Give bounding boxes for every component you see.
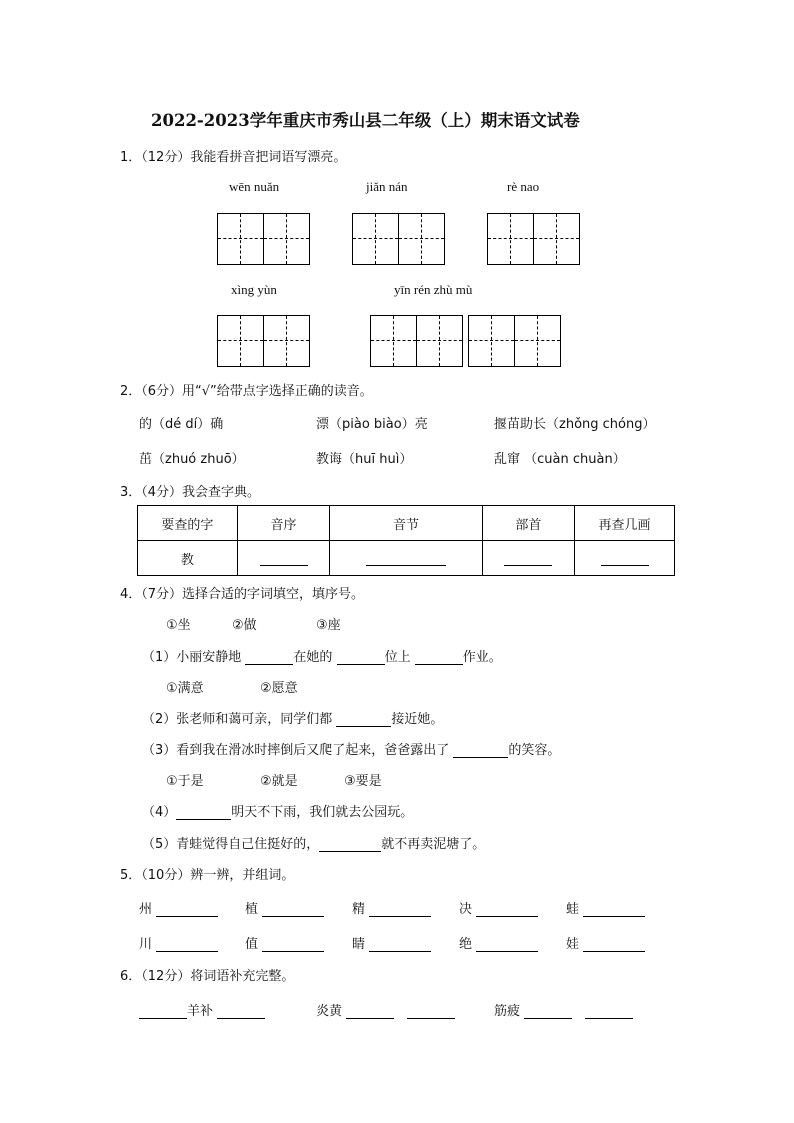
table-row — [138, 541, 675, 576]
pinyin-3: rè nao — [507, 179, 540, 194]
pinyin-4: xìng yùn — [231, 282, 277, 297]
question-3-prompt: 3．（4分）我会查字典。 — [120, 485, 261, 500]
sentence-text: 位上 — [384, 650, 411, 665]
sentence-1 — [142, 646, 502, 665]
sentence-4 — [142, 801, 413, 820]
pronunciation-item[interactable]: 茁（zhuó zhuō） — [139, 452, 245, 467]
table-header: 部首 — [482, 506, 574, 541]
question-6-prompt: 6．（12分）将词语补充完整。 — [120, 969, 295, 984]
question-1-prompt: 1．（12分）我能看拼音把词语写漂亮。 — [120, 150, 347, 165]
writing-grid[interactable] — [217, 315, 310, 367]
word-pair — [566, 898, 645, 917]
table-header: 要查的字 — [138, 506, 238, 541]
answer-blank[interactable] — [583, 938, 645, 952]
sentence-text: （4） — [142, 805, 177, 820]
char: 睛 — [352, 937, 366, 952]
sentence-text: （5）青蛙觉得自己住挺好的， — [142, 837, 320, 852]
table-header: 音序 — [237, 506, 329, 541]
option: ①坐 — [166, 618, 191, 633]
pinyin-1: wēn nuǎn — [229, 179, 280, 194]
answer-blank[interactable] — [156, 938, 218, 952]
sentence-text: 的笑容。 — [508, 743, 561, 758]
answer-blank[interactable] — [245, 651, 293, 665]
char: 川 — [139, 937, 153, 952]
pronunciation-item[interactable]: 的（dé dí）确 — [139, 417, 224, 432]
answer-blank[interactable] — [476, 938, 538, 952]
char: 植 — [245, 902, 259, 917]
sentence-3 — [142, 739, 560, 758]
answer-blank[interactable] — [262, 903, 324, 917]
char: 精 — [352, 902, 366, 917]
dictionary-table — [137, 505, 675, 576]
sentence-text: （1）小丽安静地 — [142, 650, 242, 665]
pronunciation-item[interactable]: 教诲（huī huì） — [316, 452, 413, 467]
idiom-text: 炎黄 — [316, 1004, 343, 1019]
option: ①满意 — [166, 681, 204, 696]
page-title: 2022-2023学年重庆市秀山县二年级（上）期末语文试卷 — [151, 111, 580, 130]
word-pair — [352, 933, 431, 952]
answer-blank[interactable] — [585, 1005, 633, 1019]
writing-grid[interactable] — [370, 315, 463, 367]
sentence-text: （2）张老师和蔼可亲，同学们都 — [142, 712, 333, 727]
answer-blank[interactable] — [337, 651, 385, 665]
answer-blank[interactable] — [366, 552, 446, 566]
writing-grid[interactable] — [217, 213, 310, 265]
option: ③座 — [316, 618, 341, 633]
table-header-row — [138, 506, 675, 541]
char: 州 — [139, 902, 153, 917]
lookup-char: 教 — [138, 541, 238, 576]
word-pair — [459, 898, 538, 917]
option: ①于是 — [166, 774, 204, 789]
pinyin-5: yīn rén zhù mù — [394, 282, 473, 297]
answer-blank[interactable] — [601, 552, 649, 566]
idiom-text: 羊补 — [187, 1004, 214, 1019]
answer-blank[interactable] — [407, 1005, 455, 1019]
table-header: 再查几画 — [575, 506, 675, 541]
word-pair — [139, 898, 218, 917]
writing-grid[interactable] — [468, 315, 561, 367]
question-2-prompt: 2．（6分）用“√”给带点字选择正确的读音。 — [120, 384, 373, 399]
pronunciation-item[interactable]: 揠苗助长（zhǒng chóng） — [494, 417, 656, 432]
writing-grid[interactable] — [487, 213, 580, 265]
answer-blank[interactable] — [319, 838, 381, 852]
sentence-text: （3）看到我在滑冰时摔倒后又爬了起来，爸爸露出了 — [142, 743, 450, 758]
idiom-1 — [139, 1000, 265, 1019]
answer-blank[interactable] — [217, 1005, 265, 1019]
word-pair — [459, 933, 538, 952]
answer-blank[interactable] — [476, 903, 538, 917]
option: ③要是 — [344, 774, 382, 789]
writing-grid[interactable] — [352, 213, 445, 265]
idiom-2 — [316, 1000, 455, 1019]
idiom-3 — [494, 1000, 633, 1019]
word-pair — [566, 933, 645, 952]
answer-blank[interactable] — [369, 938, 431, 952]
sentence-text: 明天不下雨，我们就去公园玩。 — [231, 805, 414, 820]
pronunciation-item[interactable]: 漂（piào biào）亮 — [316, 417, 428, 432]
sentence-2 — [142, 708, 443, 727]
char: 蛙 — [566, 902, 580, 917]
sentence-text: 就不再卖泥塘了。 — [381, 837, 486, 852]
char: 娃 — [566, 937, 580, 952]
word-pair — [245, 898, 324, 917]
answer-blank[interactable] — [176, 806, 231, 820]
idiom-text: 筋疲 — [494, 1004, 521, 1019]
answer-blank[interactable] — [369, 903, 431, 917]
option: ②做 — [232, 618, 257, 633]
answer-blank[interactable] — [583, 903, 645, 917]
answer-blank[interactable] — [415, 651, 463, 665]
word-pair — [245, 933, 324, 952]
option: ②就是 — [260, 774, 298, 789]
sentence-text: 在她的 — [293, 650, 333, 665]
answer-blank[interactable] — [524, 1005, 572, 1019]
pronunciation-item[interactable]: 乱窜 （cuàn chuàn） — [494, 452, 626, 467]
table-header: 音节 — [330, 506, 483, 541]
word-pair — [139, 933, 218, 952]
word-pair — [352, 898, 431, 917]
char: 决 — [459, 902, 473, 917]
answer-blank[interactable] — [262, 938, 324, 952]
pinyin-2: jiǎn nán — [366, 179, 408, 194]
answer-blank[interactable] — [336, 713, 391, 727]
answer-blank[interactable] — [453, 744, 508, 758]
answer-blank[interactable] — [139, 1005, 187, 1019]
char: 值 — [245, 937, 259, 952]
question-4-prompt: 4．（7分）选择合适的字词填空，填序号。 — [120, 587, 365, 602]
question-5-prompt: 5．（10分）辨一辨，并组词。 — [120, 868, 295, 883]
answer-blank[interactable] — [504, 552, 552, 566]
answer-blank[interactable] — [346, 1005, 394, 1019]
answer-blank[interactable] — [260, 552, 308, 566]
sentence-5 — [142, 833, 485, 852]
sentence-text: 作业。 — [462, 650, 502, 665]
sentence-text: 接近她。 — [391, 712, 444, 727]
option: ②愿意 — [260, 681, 298, 696]
answer-blank[interactable] — [156, 903, 218, 917]
char: 绝 — [459, 937, 473, 952]
